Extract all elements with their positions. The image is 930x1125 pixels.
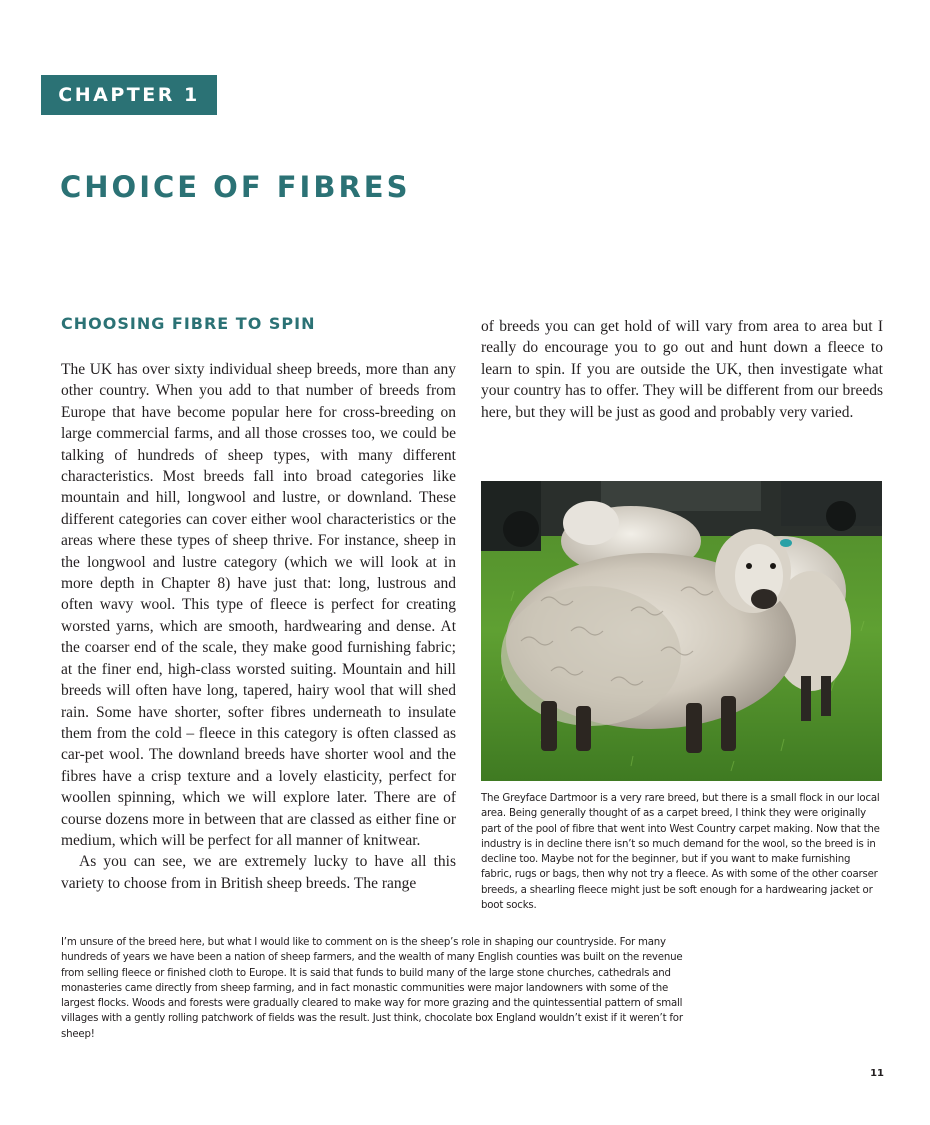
body-paragraph: of breeds you can get hold of will vary from area to area but I really do encourage you to go out and hunt down a fleece to learn to spin. If you are outside the UK, then investigate what your country has to offer. They will be different from our breeds here, but they will be just as good and probably very varied.	[481, 318, 883, 421]
page-number: 11	[870, 1068, 884, 1079]
page-title: CHOICE OF FIBRES	[60, 170, 411, 204]
section-heading: CHOOSING FIBRE TO SPIN	[61, 314, 316, 333]
bottom-caption: I’m unsure of the breed here, but what I would like to comment on is the sheep’s role in shaping our countryside. For many hundreds of years we have been a nation of sheep farmers, and the wealth of many English counties was built on the revenue from selling fleece or finished cloth to Europe. It is said that funds to build many of the large stone churches, cathedrals and monasteries came directly from sheep farming, and in fact monastic communities were major landowners with some of the largest flocks. Woods and forests were gradually cleared to make way for more grazing and the quintessential pattern of small villages with a gently rolling patchwork of fields was the result. Just think, chocolate box England wouldn’t exist if it weren’t for sheep!	[61, 937, 683, 1040]
body-paragraph: As you can see, we are extremely lucky to have all this variety to choose from in British sheep breeds. The range	[61, 853, 456, 892]
sheep-photo	[481, 481, 882, 781]
right-column	[481, 316, 883, 423]
body-paragraph: The UK has over sixty individual sheep breeds, more than any other country. When you add to that number of breeds from Europe that have become popular here for cross-breeding on large commercial farms, and all those crosses too, we could be talking of hundreds of sheep types, with many different characteristics. Most breeds fall into broad categories like mountain and hill, longwool and lustre, or downland. These different categories can cover either wool characteristics or the areas where these types of sheep thrive. For instance, sheep in the longwool and lustre category (which we will look at in more depth in Chapter 8) have just that: long, lustrous and often wavy wool. This type of fleece is perfect for creating worsted yarns, which are smooth, hardwearing and dense. At the coarser end of the scale, they make good furnishing fabric; at the finer end, high-class worsted suiting. Mountain and hill breeds will often have long, tapered, hairy wool that will shed rain. Some have shorter, softer fibres underneath to insulate them from the cold – fleece in this category is often classed as car-pet wool. The downland breeds have shorter wool and the fibres have a crisp texture and a lovely elasticity, perfect for woollen spinning, which we will explore later. There are of course dozens more in between that are classed as either fine or medium, which will be perfect for all manner of knitwear.	[61, 361, 456, 849]
photo-caption: The Greyface Dartmoor is a very rare breed, but there is a small flock in our local area. Being generally thought of as a carpet breed, I think they were originally part of the pool of fibre that went into West Country carpet making. Now that the industry is in decline there isn’t so much demand for the wool, so the breed is in decline too. Maybe not for the beginner, but if you want to make furnishing fabric, rugs or bags, then why not try a fleece. As with some of the other coarser breeds, a shearling fleece might just be soft enough for a hardwearing jacket or boot socks.	[481, 793, 880, 912]
chapter-label: CHAPTER 1	[41, 75, 217, 115]
left-column	[61, 359, 456, 894]
